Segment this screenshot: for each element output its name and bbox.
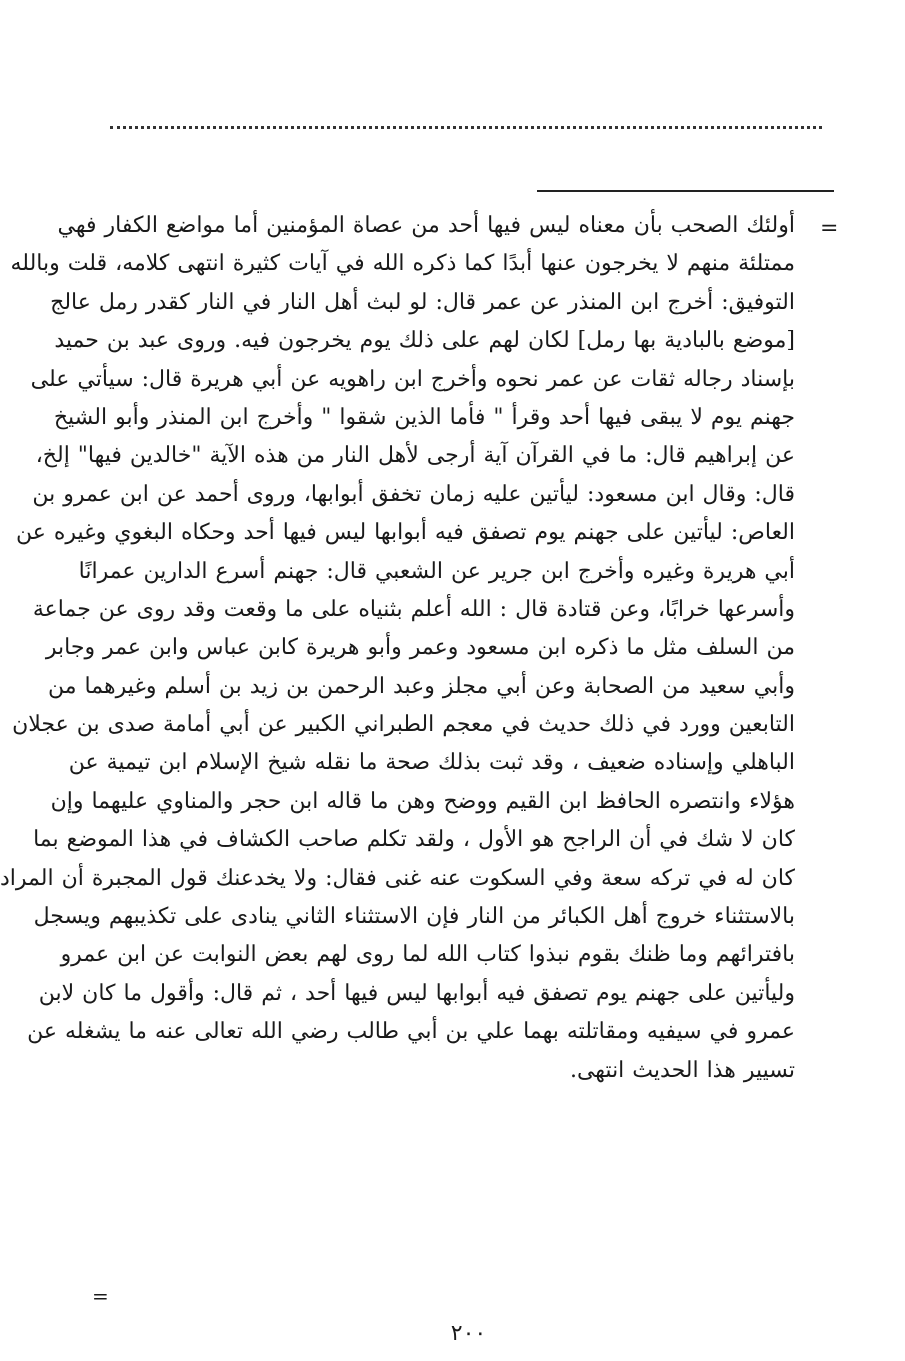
text-line: عن إبراهيم قال: ما في القرآن آية أرجى لأهل النار من هذه الآية "خالدين فيها" إلخ، bbox=[35, 443, 795, 469]
text-line: عمرو في سيفيه ومقاتلته بهما علي بن أبي طالب رضي الله تعالى عنه ما يشغله عن bbox=[27, 1019, 795, 1045]
text-line: التابعين وورد في ذلك حديث في معجم الطبراني الكبير عن أبي أمامة صدى بن عجلان bbox=[12, 712, 795, 738]
text-line: أبي هريرة وغيره وأخرج ابن جرير عن الشعبي قال: جهنم أسرع الدارين عمرانًا bbox=[78, 558, 795, 584]
text-line: هؤلاء وانتصره الحافظ ابن القيم ووضح وهن ما قاله ابن حجر والمناوي عليهما وإن bbox=[50, 788, 795, 814]
text-line: قال: وقال ابن مسعود: ليأتين عليه زمان تخفق أبوابها، وروى أحمد عن ابن عمرو بن bbox=[32, 481, 795, 507]
text-line: وأسرعها خرابًا، وعن قتادة قال : الله أعلم بثنياه على ما وقعت وقد روى عن جماعة bbox=[32, 596, 795, 622]
text-line: [موضع بالبادية بها رمل] لكان لهم على ذلك يوم يخرجون فيه. وروى عبد بن حميد bbox=[54, 328, 795, 354]
text-line: وليأتين على جهنم يوم تصفق فيه أبوابها ليس فيها أحد ، ثم قال: وأقول ما كان لابن bbox=[38, 980, 795, 1006]
text-line: بافترائهم وما ظنك بقوم نبذوا كتاب الله لما روى لهم بعض النوابت عن ابن عمرو bbox=[60, 942, 795, 968]
text-line: الباهلي وإسناده ضعيف ، وقد ثبت بذلك صحة ما نقله شيخ الإسلام ابن تيمية عن bbox=[68, 750, 795, 776]
text-line: وأبي سعيد من الصحابة وعن أبي مجلز وعبد الرحمن بن زيد بن أسلم وغيرهما من bbox=[48, 673, 795, 699]
text-line: كان لا شك في أن الراجح هو الأول ، ولقد تكلم صاحب الكشاف في هذا الموضع بما bbox=[33, 827, 795, 853]
text-line: بإسناد رجاله ثقات عن عمر نحوه وأخرج ابن راهويه عن أبي هريرة قال: سيأتي على bbox=[30, 366, 795, 392]
text-line: بالاستثناء خروج أهل الكبائر من النار فإن الاستثناء الثاني ينادى على تكذيبهم ويسجل bbox=[33, 904, 795, 930]
text-line: ممتلئة منهم لا يخرجون عنها أبدًا كما ذكره الله في آيات كثيرة انتهى كلامه، قلت وبالله bbox=[10, 251, 795, 277]
header-dotted-rule bbox=[110, 126, 822, 129]
text-line: التوفيق: أخرج ابن المنذر عن عمر قال: لو لبث أهل النار في النار كقدر رمل عالج bbox=[50, 289, 795, 315]
text-line: العاص: ليأتين على جهنم يوم تصفق فيه أبوابها ليس فيها أحد وحكاه البغوي وغيره عن bbox=[16, 520, 795, 546]
end-mark: = bbox=[92, 1284, 109, 1308]
footnote-text bbox=[0, 207, 795, 1090]
text-line: جهنم يوم لا يبقى فيها أحد وقرأ " فأما الذين شقوا " وأخرج ابن المنذر وأبو الشيخ bbox=[53, 404, 795, 430]
page-number: ٢٠٠ bbox=[450, 1321, 487, 1346]
text-line: كان له في تركه سعة وفي السكوت عنه غنى فقال: ولا يخدعنك قول المجبرة أن المراد bbox=[0, 865, 795, 891]
text-line: من السلف مثل ما ذكره ابن مسعود وعمر وأبو هريرة كابن عباس وابن عمر وجابر bbox=[45, 635, 795, 661]
text-line: أولئك الصحب بأن معناه ليس فيها أحد من عصاة المؤمنين أما مواضع الكفار فهي bbox=[57, 213, 795, 238]
continuation-mark: = bbox=[820, 216, 839, 241]
footnote-separator-rule bbox=[537, 190, 834, 192]
text-line: تسيير هذا الحديث انتهى. bbox=[569, 1057, 795, 1083]
